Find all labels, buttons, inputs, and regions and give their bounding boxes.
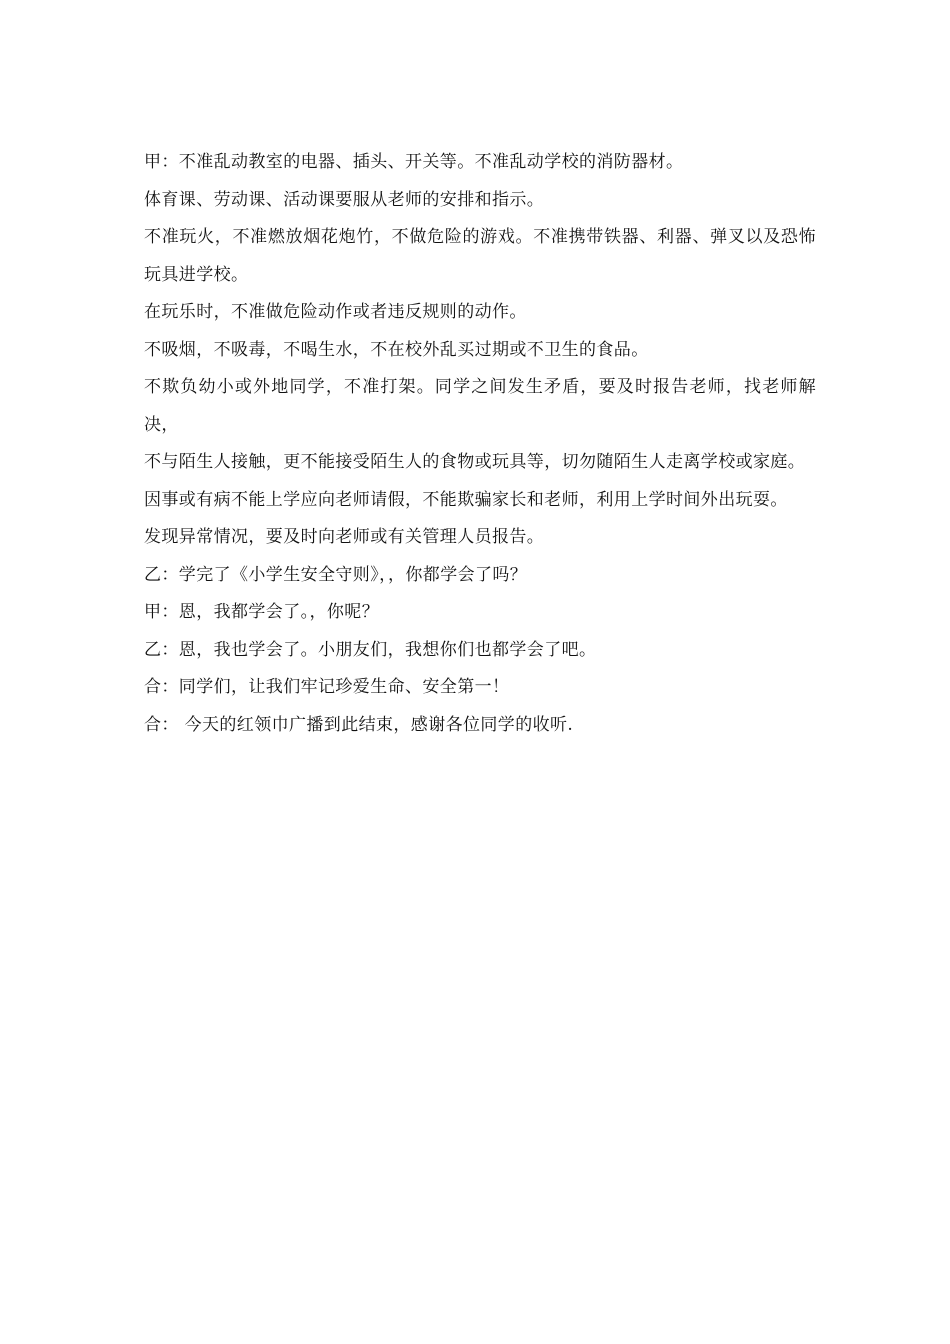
- paragraph: 在玩乐时，不准做危险动作或者违反规则的动作。: [144, 302, 527, 322]
- paragraph: 因事或有病不能上学应向老师请假，不能欺骗家长和老师，利用上学时间外出玩耍。: [144, 489, 788, 510]
- paragraph: 体育课、劳动课、活动课要服从老师的安排和指示。: [144, 189, 545, 210]
- paragraph: 发现异常情况，要及时向老师或有关管理人员报告。: [144, 527, 545, 547]
- paragraph: 不欺负幼小或外地同学，不准打架。同学之间发生矛盾，要及时报告老师，找老师解决，: [144, 377, 816, 435]
- paragraph: 合：同学们，让我们牢记珍爱生命、安全第一！: [144, 677, 510, 697]
- paragraph: 甲：不准乱动教室的电器、插头、开关等。不准乱动学校的消防器材。: [144, 152, 684, 172]
- document-body: [144, 144, 816, 744]
- paragraph: 乙：学完了《小学生安全守则》，，你都学会了吗？: [144, 564, 528, 585]
- paragraph: 不与陌生人接触，更不能接受陌生人的食物或玩具等，切勿随陌生人走离学校或家庭。: [144, 452, 806, 472]
- paragraph: 乙：恩，我也学会了。小朋友们，我想你们也都学会了吧。: [144, 639, 597, 660]
- paragraph: 甲：恩，我都学会了。，你呢？: [144, 602, 380, 622]
- paragraph: 合： 今天的红领巾广播到此结束，感谢各位同学的收听.: [144, 714, 574, 735]
- paragraph: 不吸烟，不吸毒，不喝生水，不在校外乱买过期或不卫生的食品。: [144, 339, 649, 360]
- paragraph: 不准玩火，不准燃放烟花炮竹，不做危险的游戏。不准携带铁器、利器、弹叉以及恐怖玩具进学校。: [144, 227, 816, 285]
